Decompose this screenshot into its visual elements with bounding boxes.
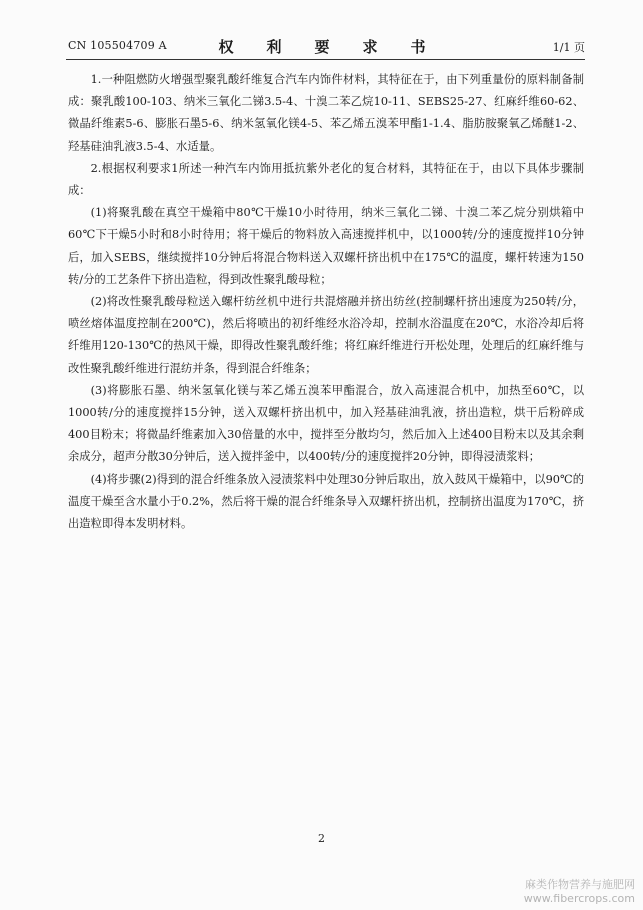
page-number: 2	[318, 832, 325, 845]
watermark-site-name: 麻类作物营养与施肥网	[525, 878, 635, 891]
watermark-url: www.fibercrops.com	[523, 892, 635, 905]
document-title: 权 利 要 求 书	[218, 38, 435, 56]
site-watermark	[524, 878, 635, 906]
page-header	[68, 36, 585, 58]
claim-2-step-3: (3)将膨胀石墨、纳米氢氧化镁与苯乙烯五溴苯甲酯混合，放入高速混合机中，加热至60℃，以1000转/分的速度搅拌15分钟，送入双螺杆挤出机中，加入羟基硅油乳液，挤出造粒，烘干后粉碎成400目粉末；将微晶纤维素加入30倍量的水中，搅拌至分散均匀，然后加入上述400目粉末以及其余剩余成分，超声分散30分钟后，送入搅拌釜中，以400转/分的速度搅拌20分钟，即得浸渍浆料；	[68, 383, 584, 464]
claim-1: 1.一种阻燃防火增强型聚乳酸纤维复合汽车内饰件材料，其特征在于，由下列重量份的原料制备制成：聚乳酸100-103、纳米三氧化二锑3.5-4、十溴二苯乙烷10-11、SEBS25-27、红麻纤维60-62、微晶纤维素5-6、膨胀石墨5-6、纳米氢氧化镁4-5、苯乙烯五溴苯甲酯1-1.4、脂肪胺聚氧乙烯醚1-2、羟基硅油乳液3.5-4、水适量。	[68, 73, 584, 153]
claims-body	[68, 69, 584, 535]
claim-2-step-2: (2)将改性聚乳酸母粒送入螺杆纺丝机中进行共混熔融并挤出纺丝(控制螺杆挤出速度为250转/分，喷丝熔体温度控制在200℃)，然后将喷出的初纤维经水浴冷却，控制水浴温度在20℃，水浴冷却后将纤维用120-130℃的热风干燥，即得改性聚乳酸纤维；将红麻纤维进行开松处理，处理后的红麻纤维与改性聚乳酸纤维进行混纺并条，得到混合纤维条；	[68, 295, 584, 375]
publication-number: CN 105504709 A	[68, 39, 167, 52]
claim-2-step-4: (4)将步骤(2)得到的混合纤维条放入浸渍浆料中处理30分钟后取出，放入鼓风干燥箱中，以90℃的温度干燥至含水量小于0.2%，然后将干燥的混合纤维条导入双螺杆挤出机，控制挤出温度为170℃，挤出造粒即得本发明材料。	[68, 472, 584, 531]
header-divider	[66, 59, 585, 60]
claim-2-step-1: (1)将聚乳酸在真空干燥箱中80℃干燥10小时待用，纳米三氧化二锑、十溴二苯乙烷分别烘箱中60℃下干燥5小时和8小时待用；将干燥后的物料放入高速搅拌机中，以1000转/分的速度搅拌10分钟后，加入SEBS，继续搅拌10分钟后将混合物料送入双螺杆挤出机中在175℃的温度，螺杆转速为150转/分的工艺条件下挤出造粒，得到改性聚乳酸母粒；	[68, 206, 584, 286]
claim-2-intro: 2.根据权利要求1所述一种汽车内饰用抵抗紫外老化的复合材料，其特征在于，由以下具体步骤制成：	[68, 161, 584, 198]
page-counter: 1/1 页	[552, 41, 585, 54]
